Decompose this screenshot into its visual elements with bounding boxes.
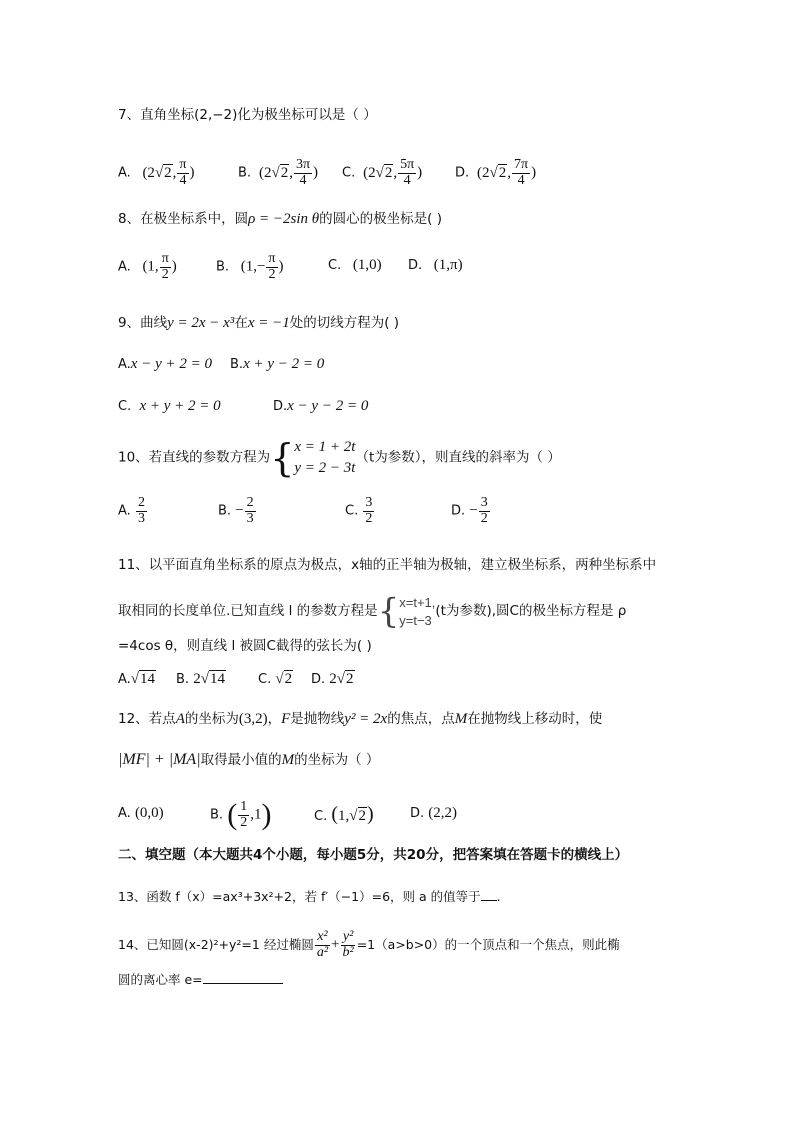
q14-line2 [118, 974, 283, 987]
radicand: 2 [346, 671, 354, 687]
option-text: ) [278, 258, 284, 275]
q12-option-a[interactable] [118, 806, 164, 821]
stem-text: 10、若直线的参数方程为 [118, 449, 271, 466]
q11-option-d[interactable]: D. 2√2 [311, 671, 354, 687]
denominator: 4 [299, 172, 307, 188]
option-label: A. [118, 259, 131, 275]
denominator: 3 [246, 510, 254, 526]
stem-text: ， [267, 711, 282, 727]
numerator: 3π [295, 157, 311, 172]
q10-stem [118, 437, 561, 479]
q7-option-d[interactable]: D. (2√2, $\frac{7\pi}{4}$ ) [455, 157, 537, 188]
option-label: C. [342, 165, 356, 181]
radicand: 2 [384, 164, 393, 181]
option-label: D. [410, 806, 425, 821]
formula: ρ = −2sin θ [248, 211, 320, 227]
option-text: ,1 [250, 806, 262, 823]
q8-option-b[interactable] [216, 252, 284, 282]
q9-option-b[interactable] [230, 357, 324, 372]
equation-x: x=t+1, [399, 595, 436, 610]
q10-option-b[interactable] [218, 496, 257, 526]
sign: − [469, 502, 478, 519]
q8-option-a[interactable] [118, 252, 177, 282]
stem-text: （t为参数），则直线的斜率为（ ） [355, 449, 561, 466]
option-label: C. [328, 258, 342, 273]
denominator: 2 [240, 814, 248, 830]
equation-x: x = 1 + 2t [294, 439, 356, 455]
q8-stem [118, 212, 442, 227]
q12-option-b[interactable]: B. ( $\frac{1}{2}$ ,1) [210, 798, 272, 832]
equation-y: y = 2 − 3t [294, 460, 356, 476]
q11-line2 [118, 591, 627, 632]
q7-option-b[interactable]: B. (2√2, $\frac{3\pi}{4}$ ) [238, 157, 319, 188]
option-label: C. [118, 399, 132, 414]
q11-line3: =4cos θ，则直线 l 被圆C截得的弦长为( ) [118, 638, 372, 654]
denominator: 4 [517, 172, 525, 188]
option-text: 1, [338, 808, 350, 824]
stem-text: (t为参数),圆C的极坐标方程是 ρ [435, 602, 627, 619]
option-label: C. [345, 503, 359, 519]
option-label: C. [314, 809, 328, 824]
q11-option-a[interactable]: A.√14 [118, 671, 156, 687]
numerator: π [179, 157, 187, 172]
q11-option-b[interactable]: B. 2√14 [176, 671, 225, 687]
q12-line2 [118, 752, 379, 768]
answer-blank[interactable] [481, 900, 497, 901]
stem-text: 8、在极坐标系中，圆 [118, 211, 249, 227]
stem-text: 取得最小值的 [200, 752, 282, 768]
denominator: b² [342, 944, 354, 960]
stem-text: 9、曲线 [118, 315, 168, 331]
option-label: A. [118, 357, 131, 372]
option-label: A. [118, 806, 131, 821]
q7-option-c[interactable]: C. (2√2, $\frac{5\pi}{4}$ ) [342, 157, 423, 188]
denominator: 2 [480, 510, 488, 526]
equation-y: y=t−3 [399, 612, 432, 628]
stem-text: 14、已知圆(x-2)²+y²=1 经过椭圆 [118, 936, 314, 952]
numerator: π [161, 251, 169, 266]
option-label: C. [258, 672, 272, 687]
option-text: (1,π) [433, 257, 463, 273]
stem-text: 的圆心的极坐标是( ) [319, 211, 442, 227]
stem-text: 的坐标为（ ） [294, 752, 380, 768]
plus-sign: + [331, 936, 340, 953]
coordinate: (3,2) [238, 711, 268, 727]
section-title: 二、填空题（本大题共4个小题，每小题5分，共20分，把答案填在答题卡的横线上） [118, 847, 629, 863]
option-label: D. [408, 258, 423, 273]
numerator: 3 [480, 495, 488, 510]
denominator: a² [316, 944, 329, 960]
q9-option-c[interactable] [118, 399, 221, 414]
denominator: 2 [161, 266, 169, 282]
q9-option-d[interactable] [273, 399, 368, 414]
q12-option-d[interactable] [410, 806, 457, 821]
radicand: 14 [209, 671, 225, 687]
radicand: 2 [280, 164, 289, 181]
stem-text: 的坐标为 [184, 711, 239, 727]
option-text: x + y − 2 = 0 [243, 356, 325, 372]
q7-stem: 7、直角坐标(2,−2)化为极坐标可以是（ ） [118, 107, 377, 123]
denominator: 2 [268, 266, 276, 282]
denominator: 3 [137, 510, 145, 526]
option-text: (1,0) [352, 257, 382, 273]
numerator: π [268, 251, 276, 266]
option-label: B. [238, 165, 252, 181]
formula: y = 2x − x³ [167, 315, 235, 331]
stem-text: 在 [234, 315, 248, 331]
parametric-system [399, 594, 435, 629]
option-text: (2,2) [428, 805, 458, 821]
point-f: F [281, 711, 291, 727]
coefficient: 2 [193, 671, 201, 687]
option-text: x − y − 2 = 0 [287, 398, 369, 414]
option-text: (1,− [240, 258, 266, 275]
stem-text: 取相同的长度单位.已知直线 l 的参数方程是 [118, 602, 378, 619]
radicand: 2 [498, 164, 507, 181]
option-text: x + y + 2 = 0 [139, 398, 221, 414]
denominator: 4 [179, 172, 187, 188]
q9-stem [118, 316, 399, 331]
stem-text: . [496, 889, 501, 904]
q11-line1: 11、以平面直角坐标系的原点为极点，x轴的正半轴为极轴，建立极坐标系，两种坐标系中 [118, 557, 657, 573]
point-m: M [281, 752, 295, 768]
left-brace: { [270, 436, 295, 480]
q12-option-c[interactable]: C. (1,√2) [314, 803, 374, 825]
point-a: A [175, 711, 185, 727]
numerator: 7π [514, 157, 529, 172]
q14-line1 [118, 930, 620, 960]
numerator: x² [317, 929, 328, 944]
q10-option-d[interactable] [451, 496, 491, 526]
radicand: 2 [284, 671, 293, 687]
answer-blank[interactable] [203, 983, 283, 984]
stem-text: 12、若点 [118, 711, 176, 727]
option-label: A. [118, 165, 131, 181]
denominator: 2 [365, 510, 373, 526]
option-label: D. [451, 503, 466, 519]
left-brace: { [377, 591, 400, 632]
radicand: 14 [140, 671, 156, 687]
option-label: D. [455, 165, 470, 181]
stem-text: 在抛物线上移动时，使 [467, 711, 603, 727]
option-text: (0,0) [134, 805, 164, 821]
q13 [118, 891, 501, 904]
numerator: 2 [137, 495, 145, 510]
parabola-equation: y² = 2x [344, 711, 388, 727]
radicand: 2 [358, 808, 367, 824]
q11-option-c[interactable]: C. √2 [258, 671, 293, 687]
distance-sum: |MF| + |MA| [118, 751, 201, 768]
stem-text: 处的切线方程为( ) [289, 315, 400, 331]
radicand: 2 [164, 164, 172, 181]
q9-option-a[interactable] [118, 357, 212, 372]
stem-text: 13、函数 f（x）=ax³+3x²+2，若 f′（−1）=6，则 a 的值等于 [118, 889, 481, 904]
option-label: B. [230, 357, 244, 372]
numerator: 3 [365, 495, 373, 510]
option-label: B. [210, 807, 224, 823]
stem-text: 的焦点，点 [387, 711, 455, 727]
parametric-system [294, 437, 355, 479]
option-text: x − y + 2 = 0 [130, 356, 212, 372]
q8-option-c[interactable] [328, 258, 382, 273]
option-label: A. [118, 503, 131, 519]
numerator: y² [342, 929, 354, 944]
option-label: B. [216, 259, 230, 275]
point-m: M [454, 711, 468, 727]
q8-option-d[interactable] [408, 258, 463, 273]
stem-text: =1（a>b>0）的一个顶点和一个焦点，则此椭 [356, 936, 620, 952]
numerator: 1 [240, 799, 248, 814]
option-text: ) [171, 258, 177, 275]
option-label: A. [118, 672, 131, 687]
option-label: D. [273, 399, 288, 414]
formula: x = −1 [247, 315, 290, 331]
stem-text: 是抛物线 [290, 711, 345, 727]
sign: − [235, 502, 244, 519]
coefficient: 2 [329, 671, 337, 687]
q10-option-c[interactable] [345, 496, 375, 526]
denominator: 4 [403, 172, 411, 188]
option-text: (1, [142, 258, 159, 275]
stem-text: 圆的离心率 e= [118, 972, 203, 987]
q10-option-a[interactable] [118, 496, 148, 526]
q12-line1 [118, 712, 602, 727]
numerator: 2 [246, 495, 254, 510]
option-label: B. [218, 503, 232, 519]
option-label: D. [311, 672, 326, 687]
numerator: 5π [400, 157, 415, 172]
option-label: B. [176, 672, 190, 687]
q7-option-a[interactable]: A. (2√2, $\frac{\pi}{4}$ ) [118, 157, 195, 188]
